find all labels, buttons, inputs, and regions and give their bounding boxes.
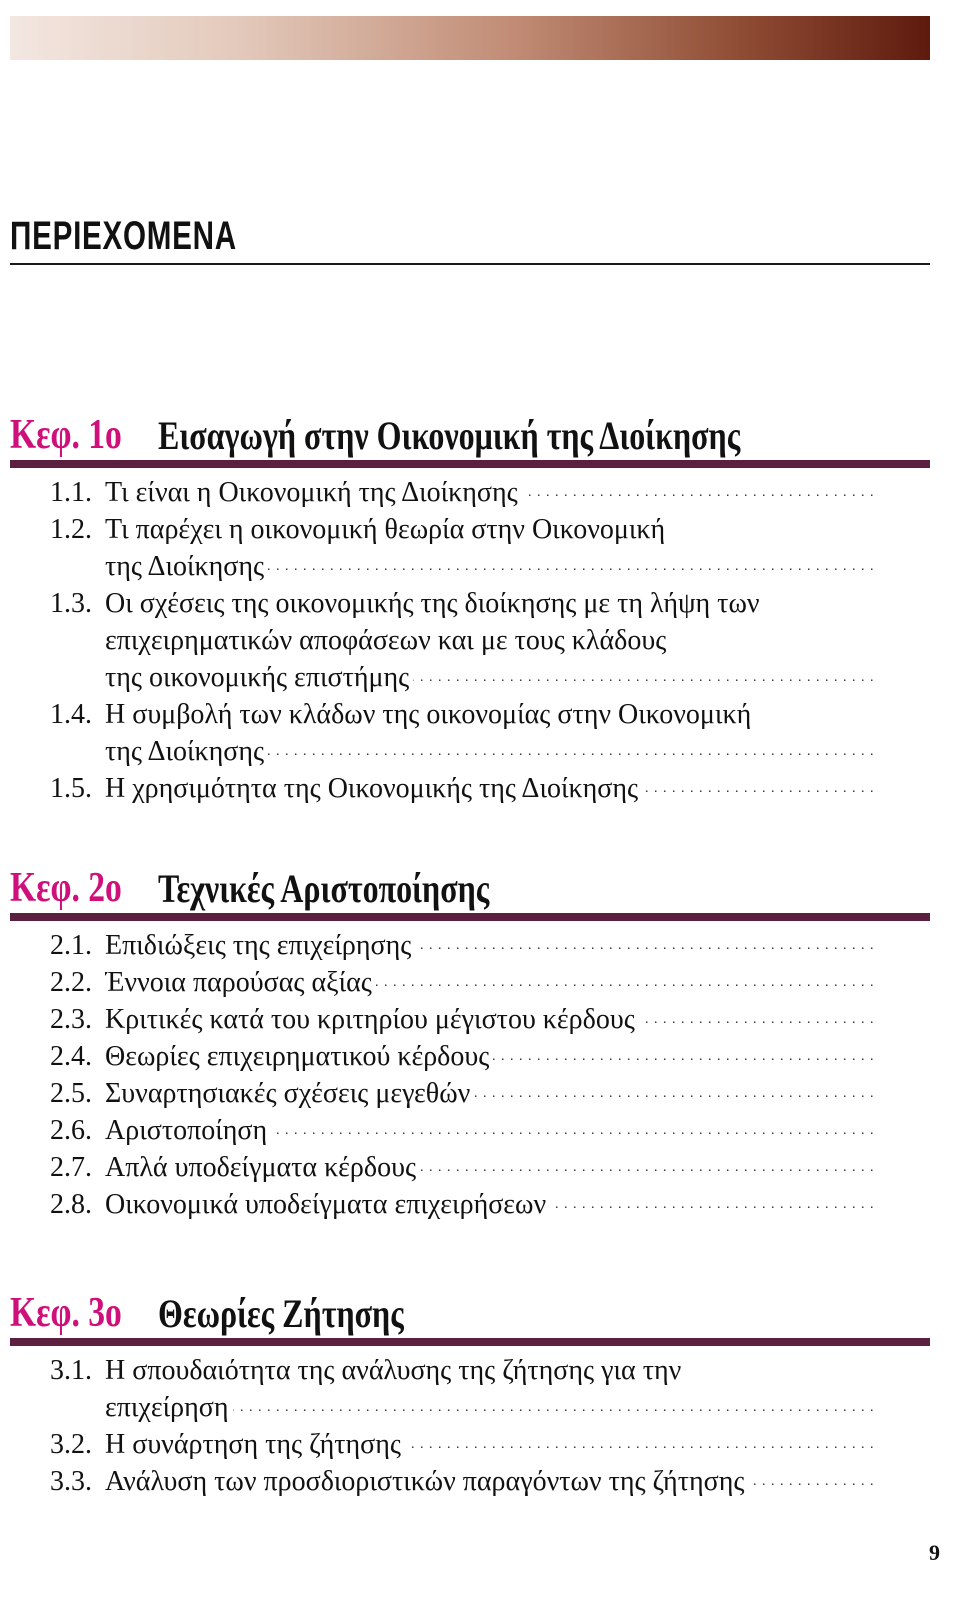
chapter-rule [10,460,930,468]
toc-entry-text [105,585,878,696]
chapter-title: Θεωρίες Ζήτησης [158,1291,404,1336]
toc-entry[interactable] [10,964,930,1001]
toc-entry-number: 3.1. [50,1355,92,1386]
toc-entry[interactable] [10,474,930,511]
toc-entry-line-text: Τι είναι η Οικονομική της Διοίκησης [105,477,522,508]
chapter-heading [10,851,930,913]
toc-entry-line [105,585,878,622]
toc-entry-number: 2.4. [50,1041,92,1072]
toc-entry[interactable] [10,927,930,964]
chapter-2 [10,851,930,1223]
toc-entry-line [105,770,878,807]
toc-entry-line-text: Τι παρέχει η οικονομική θεωρία στην Οικονομική [105,514,669,545]
chapter-title: Εισαγωγή στην Οικονομική της Διοίκησης [158,413,741,458]
chapter-title: Τεχνικές Αριστοποίησης [158,866,490,911]
toc-entry[interactable] [10,1426,930,1463]
toc-entry-text [105,1149,878,1186]
toc-entry-number: 1.4. [50,699,92,730]
toc-entry-line [105,927,878,964]
chapter-label: Κεφ. 1ο [10,412,122,458]
toc-entry-line-text: Η σπουδαιότητα της ανάλυσης της ζήτησης για την [105,1355,685,1386]
toc-entry-line-text: Οικονομικά υποδείγματα επιχειρήσεων [105,1189,550,1220]
toc-entry-line-text: της Διοίκησης [105,736,268,767]
toc-entry-text [105,1463,878,1500]
toc-entry-line [105,1186,878,1223]
toc-entry-list [10,1346,930,1500]
chapter-rule [10,1338,930,1346]
toc-entry-list [10,468,930,807]
toc-entry-line [105,1463,878,1500]
chapter-rule [10,913,930,921]
toc-entry-text [105,1112,878,1149]
toc-entry[interactable] [10,1186,930,1223]
toc-entry-line-text: Αριστοποίηση [105,1115,271,1146]
toc-entry-number: 2.8. [50,1189,92,1220]
toc-entry-line [105,733,878,770]
toc-entry-line-text: Η χρησιμότητα της Οικονομικής της Διοίκησης [105,773,642,804]
toc-entry-line [105,1426,878,1463]
toc-entry-line [105,1149,878,1186]
toc-entry-line-text: της οικονομικής επιστήμης [105,662,413,693]
toc-entry-text [105,511,878,585]
toc-entry-line-text: Η συνάρτηση της ζήτησης [105,1429,405,1460]
toc-entry[interactable] [10,1038,930,1075]
toc-entry-line [105,659,878,696]
toc-entry-number: 3.3. [50,1466,92,1497]
toc-entry[interactable] [10,1149,930,1186]
toc-entry-text [105,964,878,1001]
toc-entry-number: 2.6. [50,1115,92,1146]
toc-entry[interactable] [10,1112,930,1149]
toc-entry-line-text: Οι σχέσεις της οικονομικής της διοίκησης με τη λήψη των [105,588,764,619]
toc-entry-line [105,964,878,1001]
chapter-label: Κεφ. 2ο [10,865,122,911]
toc-entry-line [105,1389,878,1426]
toc-entry[interactable] [10,1001,930,1038]
chapter-1 [10,398,930,807]
toc-entry[interactable] [10,1352,930,1426]
toc-entry-number: 1.2. [50,514,92,545]
toc-entry-line-text: Θεωρίες επιχειρηματικού κέρδους [105,1041,493,1072]
toc-entry-text [105,1186,878,1223]
toc-entry[interactable] [10,1075,930,1112]
toc-entry-line-text: επιχειρηματικών αποφάσεων και με τους κλάδους [105,625,670,656]
toc-entry-text [105,770,878,807]
toc-entry-line [105,1112,878,1149]
toc-entry[interactable] [10,585,930,696]
toc-entry-line-text: επιχείρηση [105,1392,233,1423]
chapter-heading [10,398,930,460]
toc-entry[interactable] [10,511,930,585]
toc-entry-line-text: Η συμβολή των κλάδων της οικονομίας στην Οικονομική [105,699,755,730]
toc-entry-text [105,1075,878,1112]
toc-entry-line-text: της Διοίκησης [105,551,268,582]
toc-entry-line [105,696,878,733]
title-rule [10,263,930,265]
toc-entry-line [105,1001,878,1038]
toc-entry-number: 2.5. [50,1078,92,1109]
toc-entry-line-text: Συναρτησιακές σχέσεις μεγεθών [105,1078,474,1109]
toc-entry-number: 1.1. [50,477,92,508]
chapter-3 [10,1276,930,1500]
toc-entry-text [105,1352,878,1426]
toc-entry-number: 1.5. [50,773,92,804]
chapter-heading [10,1276,930,1338]
toc-entry-number: 2.7. [50,1152,92,1183]
toc-entry-text [105,1001,878,1038]
chapter-label: Κεφ. 3ο [10,1290,122,1336]
toc-entry-line [105,622,878,659]
page-number: 9 [929,1540,940,1565]
toc-entry-number: 2.1. [50,930,92,961]
toc-entry-number: 2.2. [50,967,92,998]
toc-entry-list [10,921,930,1223]
toc-entry-line-text: Έννοια παρούσας αξίας [105,967,376,998]
toc-entry-number: 1.3. [50,588,92,619]
toc-entry-text [105,696,878,770]
toc-entry-line-text: Επιδιώξεις της επιχείρησης [105,930,415,961]
toc-entry-text [105,474,878,511]
toc-entry-line [105,1075,878,1112]
toc-entry-line [105,474,878,511]
toc-entry-text [105,927,878,964]
toc-entry-line-text: Απλά υποδείγματα κέρδους [105,1152,420,1183]
toc-entry-line [105,548,878,585]
toc-entry-text [105,1426,878,1463]
toc-entry[interactable] [10,696,930,770]
toc-entry[interactable] [10,1463,930,1500]
toc-entry-number: 3.2. [50,1429,92,1460]
toc-entry-number: 2.3. [50,1004,92,1035]
toc-entry-line [105,1352,878,1389]
toc-entry-line [105,511,878,548]
toc-entry-line [105,1038,878,1075]
header-gradient-bar [10,16,930,60]
toc-entry[interactable] [10,770,930,807]
toc-entry-line-text: Κριτικές κατά του κριτηρίου μέγιστου κέρδους [105,1004,639,1035]
toc-entry-text [105,1038,878,1075]
toc-entry-line-text: Ανάλυση των προσδιοριστικών παραγόντων της ζήτησης [105,1466,748,1497]
toc-title: ΠΕΡΙΕΧΟΜΕΝΑ [10,214,237,258]
